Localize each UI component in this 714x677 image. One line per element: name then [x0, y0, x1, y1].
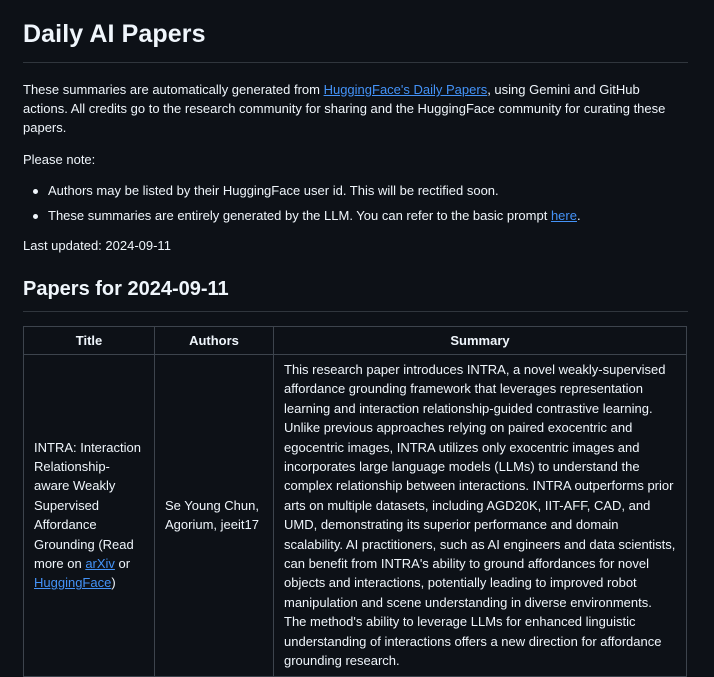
papers-table [23, 326, 687, 677]
paper-title: INTRA: Interaction Relationship-aware Weakly Supervised Affordance Grounding (Read more on [34, 439, 141, 572]
note-text-after: . [576, 208, 581, 223]
last-updated: Last updated: 2024-09-11 [23, 238, 171, 253]
section-title: Papers for 2024-09-11 [23, 278, 229, 300]
table-row [24, 355, 687, 677]
paper-authors-cell: Se Young Chun, Agorium, jeeit17 [155, 355, 274, 677]
note-text-before: These summaries are entirely generated by the LLM. You can refer to the basic prompt [48, 208, 551, 223]
note-text: Authors may be listed by their HuggingFace user id. This will be rectified soon. [48, 183, 499, 198]
note-label: Please note: [23, 152, 96, 167]
paper-summary-cell: This research paper introduces INTRA, a novel weakly-supervised affordance grounding framework that leverages representation learning and interaction relationship-guided contrastive learning. Unlike previous approaches relying on paired exocentric and egocentric images, INTRA utilizes only exocentric images and incorporates large language models (LLMs) to understand the complex relationship between interactions. INTRA outperforms prior arts on multiple datasets, including AGD20K, IIT-AFF, CAD, and UMD, demonstrating its superior performance and domain scalability. AI practitioners, such as AI engineers and data scientists, can benefit from INTRA's ability to ground affordances for novel objects and interactions, potentially leading to improved robot manipulation and scene understanding in diverse environments. The method's ability to leverage LLMs for enhanced linguistic understanding of interactions offers a new direction for affordance grounding research. [274, 355, 687, 677]
page-title: Daily AI Papers [23, 20, 206, 48]
close-paren: ) [111, 575, 116, 591]
column-header-authors: Authors [155, 327, 274, 355]
column-header-summary: Summary [274, 327, 687, 355]
hf-daily-papers-link[interactable]: HuggingFace's Daily Papers [323, 82, 488, 97]
section-divider [23, 311, 688, 312]
intro-text-after: , using Gemini and GitHub actions. All credits go to the research community for sharing and the HuggingFace community for curating these papers. [23, 82, 666, 135]
title-divider [23, 62, 688, 63]
paper-title-cell [24, 355, 155, 677]
notes-list [23, 181, 688, 225]
or-text: or [114, 556, 131, 572]
list-item [48, 181, 688, 200]
column-header-title: Title [24, 327, 155, 355]
huggingface-link[interactable]: HuggingFace [34, 575, 112, 591]
prompt-here-link[interactable]: here [550, 208, 577, 223]
list-item [48, 206, 688, 225]
intro-paragraph [23, 80, 688, 137]
table-header-row [24, 327, 687, 355]
arxiv-link[interactable]: arXiv [85, 556, 115, 572]
intro-text-before: These summaries are automatically generated from [23, 82, 324, 97]
